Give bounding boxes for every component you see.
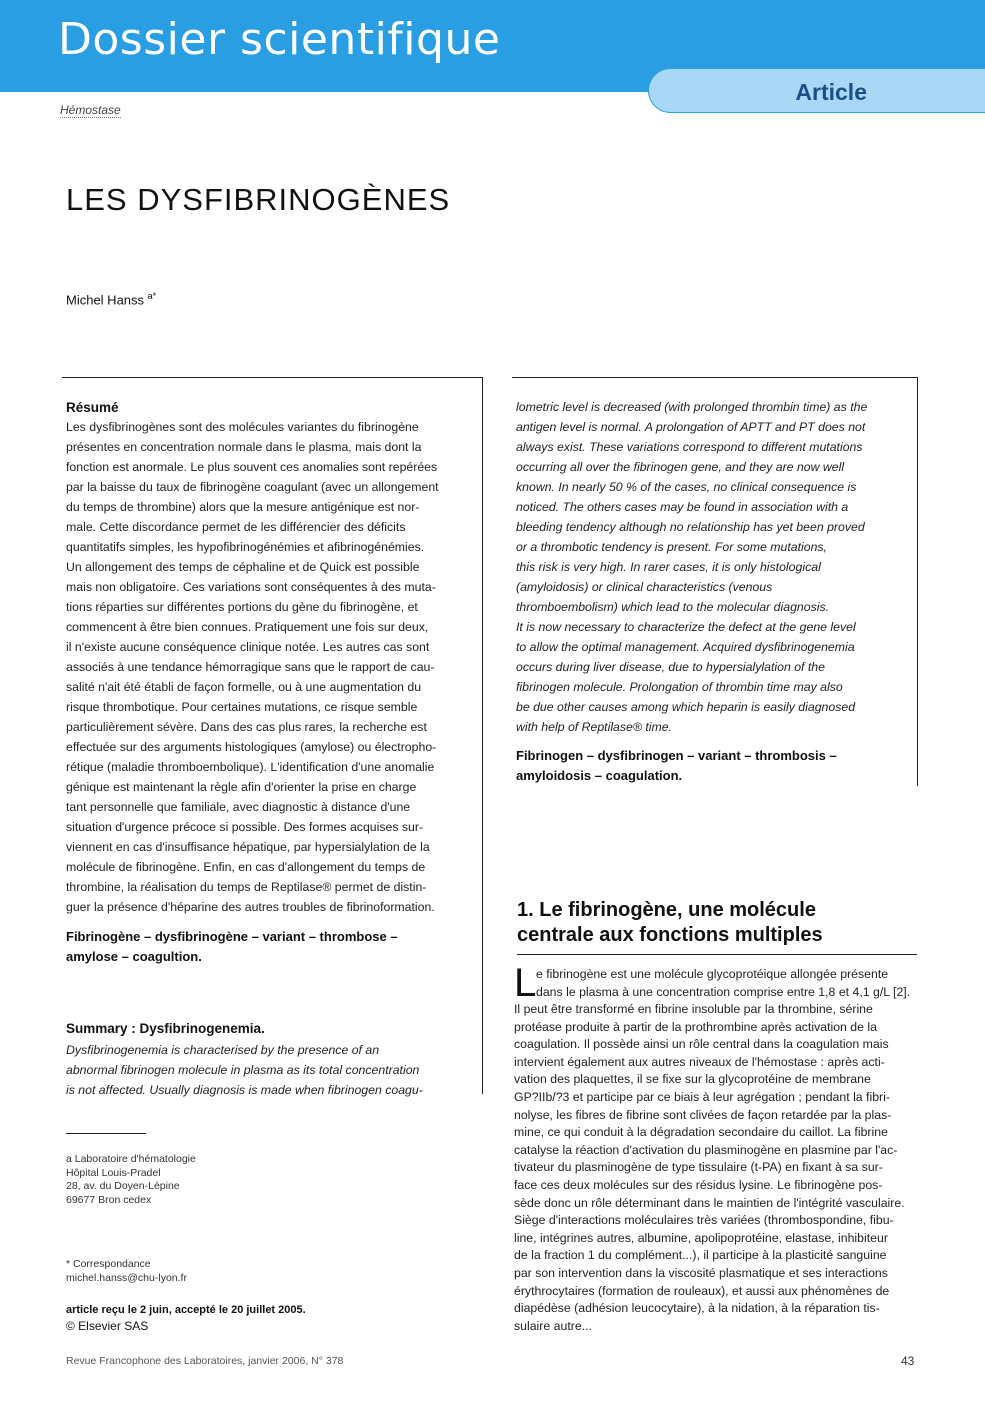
text-line: amylose – coagultion.	[66, 949, 202, 964]
text-line: 69677 Bron cedex	[66, 1193, 152, 1206]
article-label: Article	[795, 79, 867, 105]
text-line: par la baisse du taux de fibrinogène coagulant (avec un allongement	[66, 480, 439, 494]
text-line: par son intervention dans la viscosité plasmatique et ses interactions	[514, 1265, 888, 1280]
resume-text	[66, 417, 470, 917]
author-name: Michel Hanss	[66, 292, 145, 308]
text-line: known. In nearly 50 % of the cases, no clinical consequence is	[516, 480, 857, 494]
text-line: Un allongement des temps de céphaline et de Quick est possible	[66, 560, 420, 574]
text-line: bleeding tendency although no relationship has yet been proved	[516, 520, 865, 534]
text-line: nolyse, les fibres de fibrine sont clivées de façon retardée par la plas-	[514, 1107, 892, 1122]
text-line: effectuée sur des arguments histologiques (amylose) ou électropho-	[66, 740, 437, 754]
text-line: salité n'ait été établi de façon formelle, ou à une augmentation du	[66, 680, 422, 694]
rubric-label: Hémostase	[60, 103, 121, 117]
text-line: mais non obligatoire. Ces variations sont conséquentes à des muta-	[66, 580, 436, 594]
text-line: (amyloidosis) or clinical characteristics (venous	[516, 580, 773, 594]
text-line: male. Cette discordance permet de les différencier des déficits	[66, 520, 406, 534]
text-line: protéase produite à partir de la prothrombine après activation de la	[514, 1019, 877, 1034]
text-line: vation des plaquettes, il se fixe sur la glycoprotéine de membrane	[514, 1072, 871, 1087]
text-line: Dysfibrinogenemia is characterised by the presence of an	[66, 1043, 380, 1057]
text-line: line, intégrines autres, albumine, apolipoprotéine, elastase, inhibiteur	[514, 1230, 888, 1245]
section-title	[517, 898, 917, 955]
author-marks: a*	[147, 291, 157, 301]
affiliation	[66, 1153, 196, 1207]
text-line: Fibrinogène – dysfibrinogène – variant – thrombose –	[66, 929, 398, 944]
text-line: associés à une tendance hémorragique sans que le rapport de cau-	[66, 660, 435, 674]
text-line: this risk is very high. In rarer cases, it is only histological	[516, 560, 821, 574]
text-line: fonction est anormale. Le plus souvent ces anomalies sont repérées	[66, 460, 438, 474]
text-line: coagulation. Il possède ainsi un rôle central dans la coagulation mais	[514, 1037, 889, 1052]
text-line: a Laboratoire d'hématologie	[66, 1153, 196, 1165]
text-line: sulaire autre...	[514, 1318, 592, 1333]
text-line: occurs during liver disease, due to hypersialylation of the	[516, 660, 825, 674]
text-line: abnormal fibrinogen molecule in plasma as its total concentration	[66, 1063, 420, 1077]
text-line: face ces deux molécules sur des résidus lysine. Le fibrinogène pos-	[514, 1177, 883, 1192]
text-line: thromboembolism) which lead to the molecular diagnosis.	[516, 600, 830, 614]
text-line: amyloidosis – coagulation.	[516, 768, 683, 783]
text-line: or a thrombotic tendency is present. For some mutations,	[516, 540, 827, 554]
text-line: tions réparties sur différentes portions du gène du fibrinogène, et	[66, 600, 418, 614]
text-line: viennent en cas d'insuffisance hépatique, par hypersialylation de la	[66, 840, 430, 854]
article-tab	[648, 68, 985, 113]
text-line: thrombine, la réalisation du temps de Reptilase® permet de distin-	[66, 880, 427, 894]
text-line: guer la présence d'héparine des autres troubles de fibrinoformation.	[66, 900, 435, 914]
text-line: tant personnelle que familiale, avec diagnostic à distance d'une	[66, 800, 411, 814]
text-line: présentes en concentration normale dans le plasma, mais dont la	[66, 440, 422, 454]
footnote-rule	[66, 1133, 146, 1134]
section-title-line-1: 1. Le fibrinogène, une molécule	[517, 899, 816, 921]
text-line: quantitatifs simples, les hypofibrinogénémies et afibrinogénémies.	[66, 540, 425, 554]
section-title-line-2: centrale aux fonctions multiples	[517, 924, 823, 946]
summary-keywords	[516, 746, 837, 786]
text-line: situation d'urgence précoce si possible. Des formes acquises sur-	[66, 820, 424, 834]
text-line: michel.hanss@chu-lyon.fr	[66, 1271, 187, 1284]
resume-keywords	[66, 927, 398, 967]
text-line: e fibrinogène est une molécule glycoprotéique allongée présente	[536, 967, 889, 981]
text-line: particulièrement sévère. Dans des cas plus rares, la recherche est	[66, 720, 427, 734]
text-line: génique est maintenant la règle afin d'orienter la prise en charge	[66, 780, 417, 794]
text-line: be due other causes among which heparin is easily diagnosed	[516, 700, 856, 714]
received-note	[66, 1302, 306, 1334]
text-line: with help of Reptilase® time.	[516, 720, 673, 734]
resume-heading: Résumé	[66, 400, 119, 415]
text-line: Les dysfibrinogènes sont des molécules variantes du fibrinogène	[66, 420, 419, 434]
summary-text	[66, 1040, 470, 1100]
text-line: commencent à être bien connues. Pratiquement une fois sur deux,	[66, 620, 429, 634]
journal-reference: Revue Francophone des Laboratoires, janvier 2006, N° 378	[66, 1355, 344, 1367]
author	[66, 291, 156, 307]
text-line: du temps de thrombine) alors que la mesure antigénique est nor-	[66, 500, 420, 514]
text-line: molécule de fibrinogène. Enfin, en cas d'allongement du temps de	[66, 860, 426, 874]
text-line: always exist. These variations correspond to different mutations	[516, 440, 863, 454]
text-line: diapédèse (adhésion leucocytaire), à la nidation, à la réparation tis-	[514, 1301, 880, 1316]
text-line: to allow the optimal management. Acquired dysfibrinogenemia	[516, 640, 855, 654]
section-first-lines	[536, 966, 917, 1001]
page-title: LES DYSFIBRINOGÈNES	[66, 182, 451, 217]
text-line: Fibrinogen – dysfibrinogen – variant – thrombosis –	[516, 748, 837, 763]
text-line: lometric level is decreased (with prolonged thrombin time) as the	[516, 400, 868, 414]
summary-heading: Summary : Dysfibrinogenemia.	[66, 1021, 265, 1036]
text-line: antigen level is normal. A prolongation of APTT and PT does not	[516, 420, 866, 434]
text-line: catalyse la réaction d'activation du plasminogène en plasmine par l'ac-	[514, 1142, 898, 1157]
text-line: Il peut être transformé en fibrine insoluble par la thrombine, sérine	[514, 1002, 873, 1016]
text-line: noticed. The others cases may be found in association with a	[516, 500, 849, 514]
text-line: occurring all over the fibrinogen gene, and they are now well	[516, 460, 845, 474]
text-line: de la fraction 1 du complément...), il participe à la plasticité sanguine	[514, 1248, 887, 1263]
drop-cap: L	[514, 961, 537, 1005]
text-line: dans le plasma à une concentration comprise entre 1,8 et 4,1 g/L [2].	[536, 984, 911, 999]
banner-title: Dossier scientifique	[58, 14, 501, 65]
copyright: © Elsevier SAS	[66, 1319, 149, 1333]
text-line: risque thrombotique. Pour certaines mutations, ce risque semble	[66, 700, 418, 714]
text-line: * Correspondance	[66, 1258, 151, 1270]
received-text: article reçu le 2 juin, accepté le 20 juillet 2005.	[66, 1304, 306, 1316]
section-body	[514, 1001, 917, 1335]
text-line: fibrinogen molecule. Prolongation of thrombin time may also	[516, 680, 843, 694]
text-line: intervient également aux autres niveaux de l'hémostase : après acti-	[514, 1054, 885, 1069]
text-line: tivateur du plasminogène de type tissulaire (t-PA) en fixant à sa sur-	[514, 1160, 883, 1175]
text-line: rétique (maladie thromboembolique). L'identification d'une anomalie	[66, 760, 435, 774]
text-line: érythrocytaires (formation de rouleaux), et aussi aux phénomènes de	[514, 1283, 890, 1298]
text-line: Hôpital Louis-Pradel	[66, 1166, 161, 1179]
text-line: 28, av. du Doyen-Lépine	[66, 1180, 180, 1192]
text-line: GP?IIb/?3 et participe par ce biais à leur agrégation ; pendant la fibri-	[514, 1089, 890, 1104]
text-line: It is now necessary to characterize the defect at the gene level	[516, 620, 856, 634]
text-line: Siège d'interactions moléculaires très variées (thrombospondine, fibu-	[514, 1213, 894, 1228]
correspondence	[66, 1258, 187, 1285]
text-line: mine, ce qui conduit à la dégradation secondaire du caillot. La fibrine	[514, 1125, 888, 1140]
text-line: sède donc un rôle déterminant dans le maintien de l'intégrité vasculaire.	[514, 1195, 905, 1210]
page-number: 43	[901, 1354, 915, 1368]
text-line: il n'existe aucune conséquence clinique notée. Les autres cas sont	[66, 640, 430, 654]
text-line: is not affected. Usually diagnosis is made when fibrinogen coagu-	[66, 1083, 423, 1097]
summary-continued-text	[516, 397, 908, 737]
